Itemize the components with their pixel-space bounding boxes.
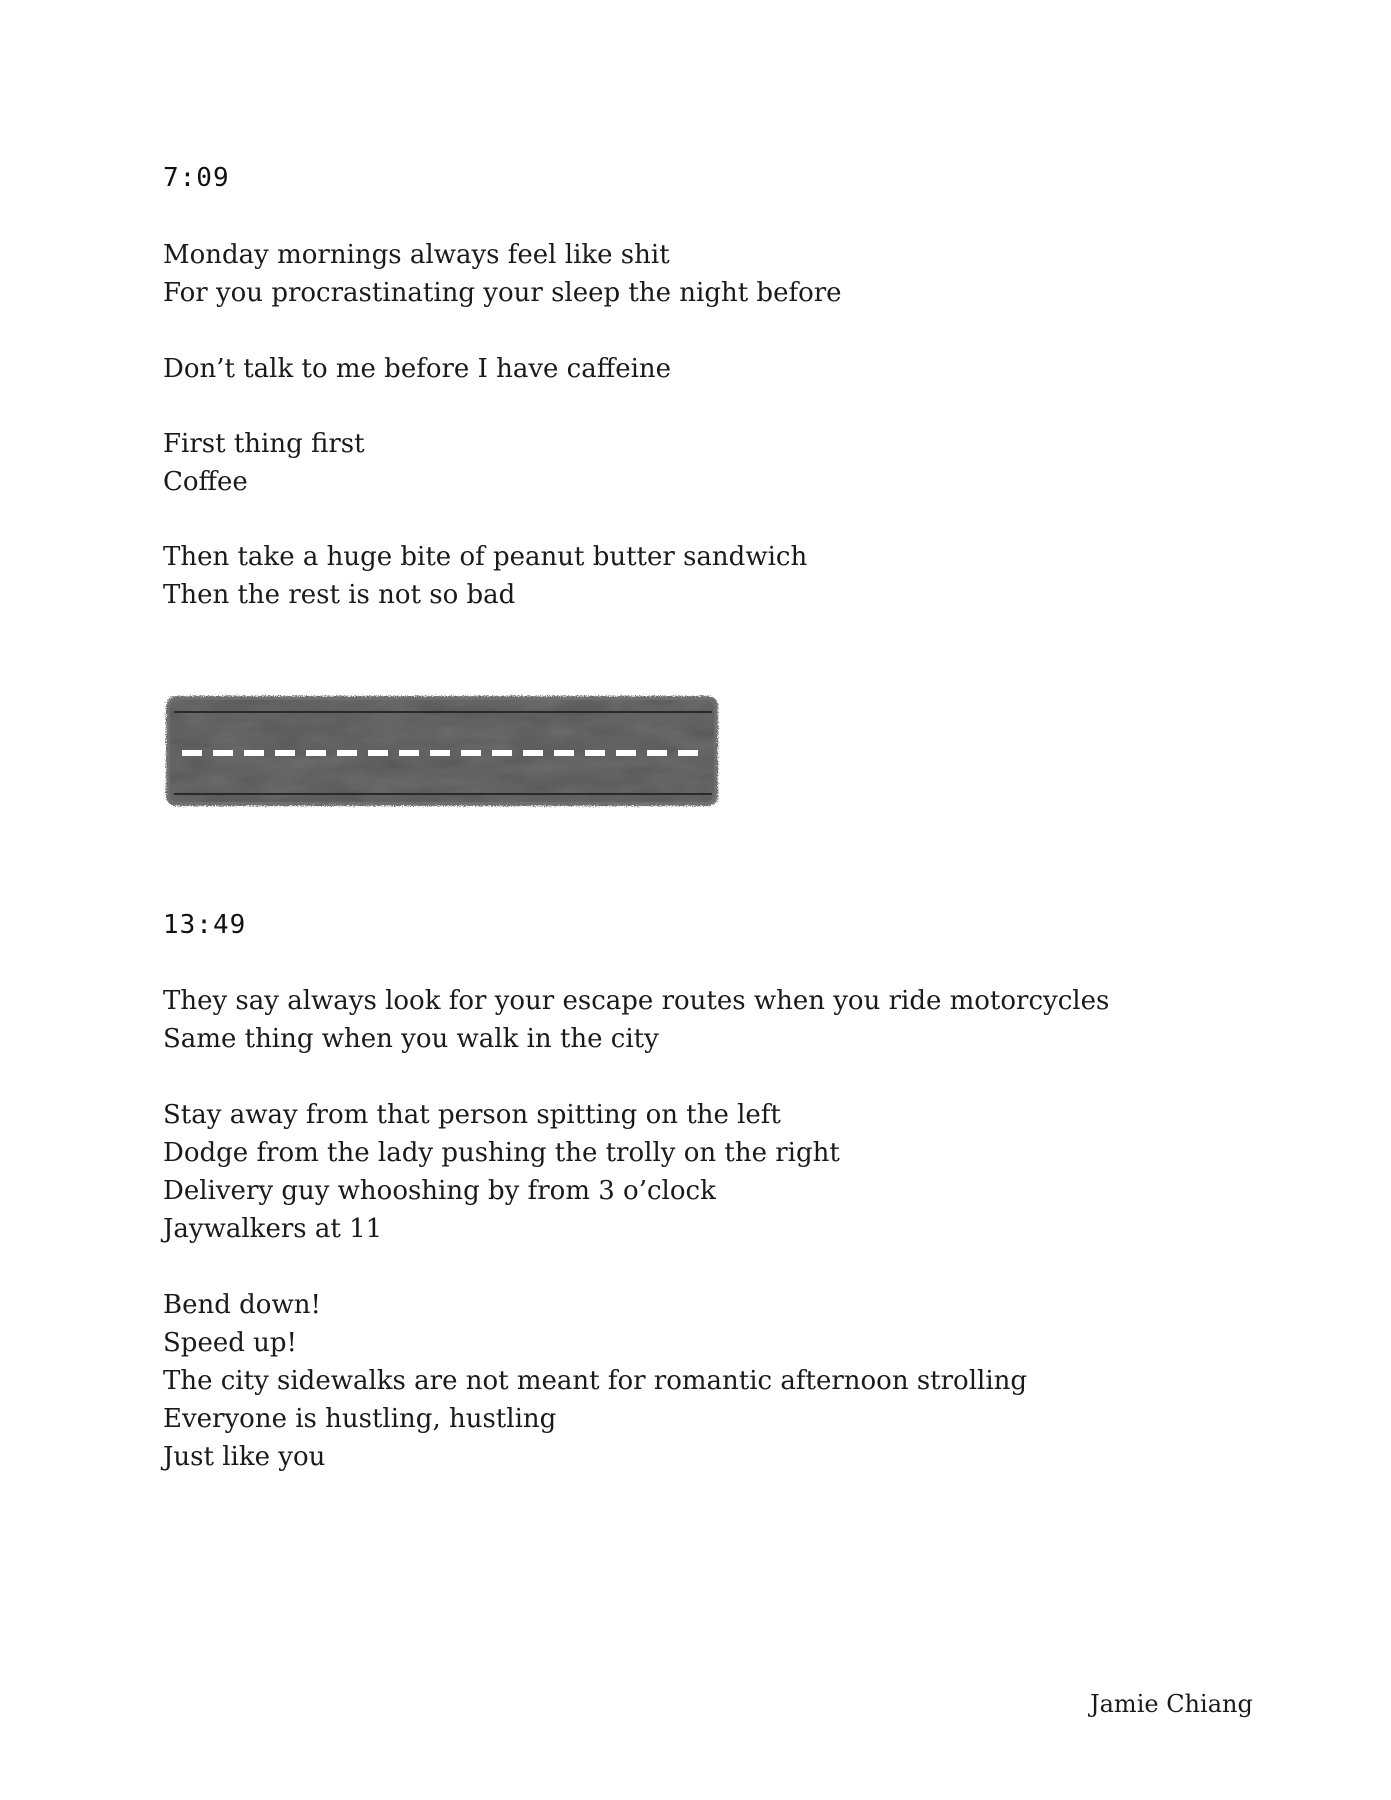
poem-line: Coffee: [163, 467, 248, 497]
poem-line: Then the rest is not so bad: [163, 580, 516, 610]
poem-line: Jaywalkers at 11: [163, 1214, 383, 1244]
poem-line: Don’t talk to me before I have caffeine: [163, 354, 672, 384]
stanza: [163, 982, 1109, 1058]
poem-line: Speed up!: [163, 1328, 297, 1358]
poem-line: Stay away from that person spitting on the left: [163, 1100, 781, 1130]
stanza: [163, 1286, 1027, 1476]
poem-line: Everyone is hustling, hustling: [163, 1404, 557, 1434]
poem-line: Delivery guy whooshing by from 3 o’clock: [163, 1176, 716, 1206]
poem-line: Bend down!: [163, 1290, 321, 1320]
poem-line: Monday mornings always feel like shit: [163, 240, 670, 270]
stanza: [163, 538, 807, 614]
stanza: [163, 1096, 840, 1248]
stanza: [163, 350, 671, 388]
poem-line: Dodge from the lady pushing the trolly on the right: [163, 1138, 840, 1168]
poem-line: They say always look for your escape routes when you ride motorcycles: [163, 986, 1110, 1016]
watercolor-road-icon: [160, 690, 726, 812]
poem-line: For you procrastinating your sleep the night before: [163, 278, 842, 308]
timestamp-morning: 7:09: [163, 163, 230, 193]
poem-line: The city sidewalks are not meant for romantic afternoon strolling: [163, 1366, 1028, 1396]
author-signature: Jamie Chiang: [1090, 1690, 1253, 1718]
poem-line: First thing first: [163, 429, 365, 459]
stanza: [163, 425, 365, 501]
poem-line: Just like you: [163, 1442, 326, 1472]
stanza: [163, 236, 842, 312]
timestamp-afternoon: 13:49: [163, 910, 247, 940]
poem-line: Same thing when you walk in the city: [163, 1024, 659, 1054]
poem-line: Then take a huge bite of peanut butter sandwich: [163, 542, 808, 572]
